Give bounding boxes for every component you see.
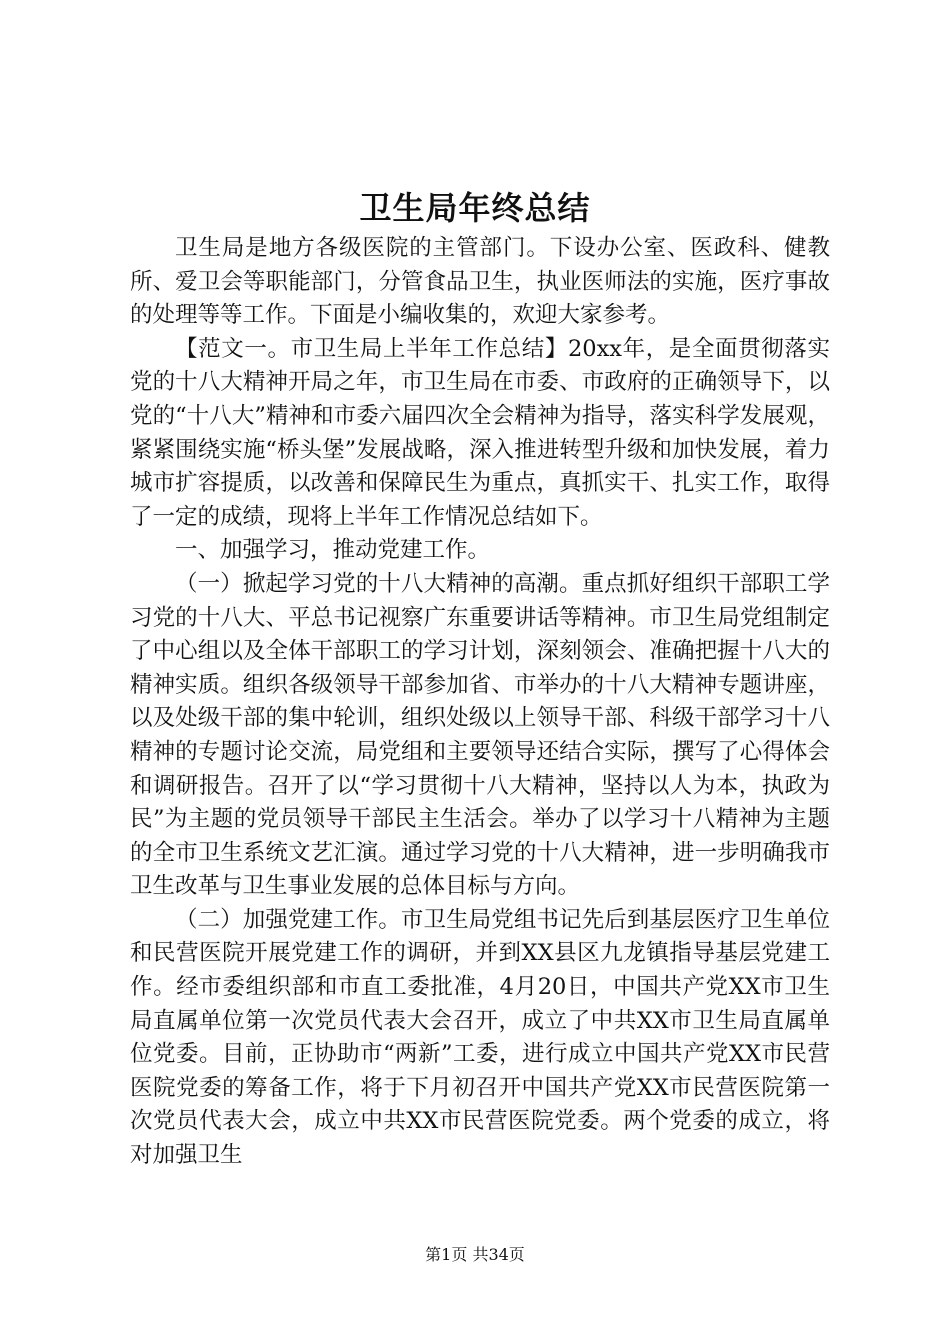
paragraph-study: （一）掀起学习党的十八大精神的高潮。重点抓好组织干部职工学习党的十八大、平总书记视察广东重要讲话等精神。市卫生局党组制定了中心组以及全体干部职工的学习计划，深刻领会、准确把握十八大的精神实质。组织各级领导干部参加省、市举办的十八大精神专题讲座，以及处级干部的集中轮训，组织处级以上领导干部、科级干部学习十八精神的专题讨论交流，局党组和主要领导还结合实际，撰写了心得体会和调研报告。召开了以“学习贯彻十八大精神，坚持以人为本，执政为民”为主题的党员领导干部民主生活会。举办了以学习十八精神为主题的全市卫生系统文艺汇演。通过学习党的十八大精神，进一步明确我市卫生改革与卫生事业发展的总体目标与方向。 <box>130 570 830 900</box>
page-number-footer: 第1页 共34页 <box>425 1245 525 1264</box>
paragraph-party-building: （二）加强党建工作。市卫生局党组书记先后到基层医疗卫生单位和民营医院开展党建工作的调研，并到XX县区九龙镇指导基层党建工作。经市委组织部和市直工委批准，4月20日，中国共产党XX市卫生局直属单位第一次党员代表大会召开，成立了中共XX市卫生局直属单位党委。目前，正协助市“两新”工委，进行成立中国共产党XX市民营医院党委的筹备工作，将于下月初召开中国共产党XX市民营医院第一次党员代表大会，成立中共XX市民营医院党委。两个党委的成立，将对加强卫生 <box>130 906 830 1169</box>
document-title: 卫生局年终总结 <box>359 189 591 227</box>
paragraph-intro: 卫生局是地方各级医院的主管部门。下设办公室、医政科、健教所、爱卫会等职能部门，分管食品卫生，执业医师法的实施，医疗事故的处理等等工作。下面是小编收集的，欢迎大家参考。 <box>130 235 830 329</box>
section-heading-1: 一、加强学习，推动党建工作。 <box>175 537 491 564</box>
paragraph-sample-one: 【范文一。市卫生局上半年工作总结】20xx年，是全面贯彻落实党的十八大精神开局之年，市卫生局在市委、市政府的正确领导下，以党的“十八大”精神和市委六届四次全会精神为指导，落实科学发展观，紧紧围绕实施“桥头堡”发展战略，深入推进转型升级和加快发展，着力城市扩容提质，以改善和保障民生为重点，真抓实干、扎实工作，取得了一定的成绩，现将上半年工作情况总结如下。 <box>130 335 830 530</box>
document-body <box>130 232 830 1173</box>
